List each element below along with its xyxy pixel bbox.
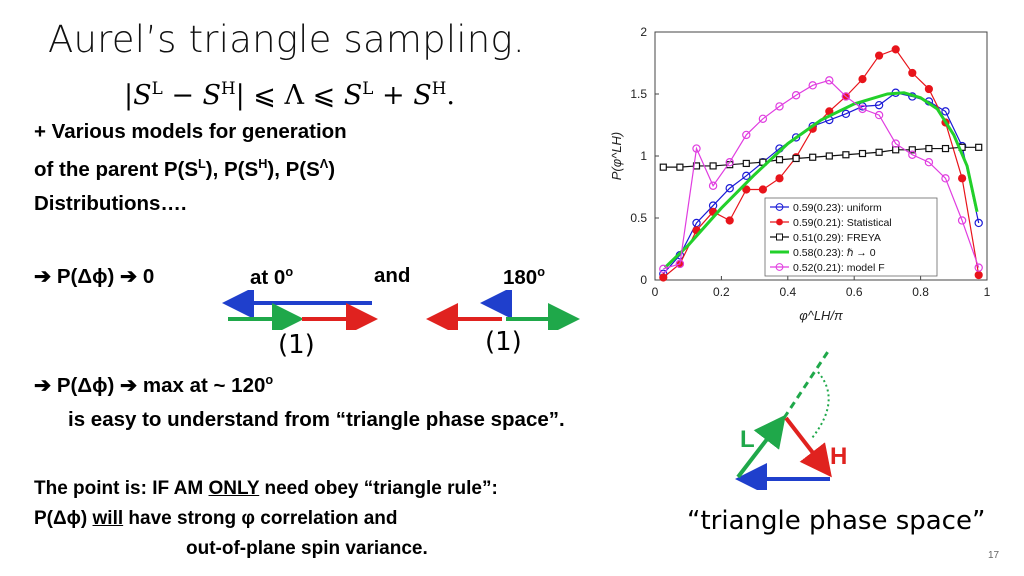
formula-abs-open: | — [124, 80, 134, 111]
data-point — [776, 175, 783, 182]
data-point — [660, 164, 666, 170]
label-one-left: (1) — [278, 330, 315, 360]
legend-entry: 0.52(0.21): model F — [793, 262, 885, 274]
point-line3: out-of-plane spin variance. — [186, 538, 428, 559]
arrow-line2-sub: is easy to understand from “triangle phase space”. — [68, 408, 565, 431]
data-point — [975, 271, 982, 278]
arrow-line1-180 — [503, 264, 545, 290]
data-point — [826, 153, 832, 159]
text-segment: need obey “triangle rule”: — [259, 478, 498, 499]
data-point — [743, 160, 749, 166]
data-point — [710, 163, 716, 169]
data-point — [660, 274, 667, 281]
triangle-caption: “triangle phase space” — [687, 506, 986, 536]
text-segment: ), P(S — [267, 157, 320, 181]
data-point — [926, 146, 932, 152]
data-point — [959, 175, 966, 182]
data-point — [677, 164, 683, 170]
bullet-models-line3: Distributions…. — [34, 192, 187, 215]
arrow-line1-and: and — [374, 264, 411, 287]
degree-sup: o — [285, 264, 294, 279]
slide-title: Aurel’s triangle sampling. — [48, 18, 525, 61]
dotted-angle-arc — [812, 372, 829, 438]
data-point — [876, 52, 883, 59]
triangle-inequality-formula: $|S^L - S^H|$ ⩽ Λ ⩽ $S^L + S^H$. — [124, 78, 455, 111]
data-point — [810, 154, 816, 160]
legend-entry: 0.58(0.23): ℏ → 0 — [793, 247, 876, 259]
x-tick-label: 0.2 — [713, 285, 730, 299]
text-segment: ), P(S — [205, 157, 259, 181]
triangle-red-arrow — [786, 418, 827, 471]
y-tick-label: 1 — [640, 149, 647, 163]
text-segment: The point is: IF AM — [34, 478, 209, 499]
x-tick-label: 0 — [651, 285, 659, 299]
legend-entry: 0.59(0.23): uniform — [793, 202, 882, 214]
x-tick-label: 0.8 — [912, 285, 929, 299]
bullet-models-line1: + Various models for generation — [34, 120, 347, 143]
data-point — [777, 157, 783, 163]
sup-L: L — [198, 156, 206, 171]
x-tick-label: 0.6 — [845, 285, 863, 299]
point-line1 — [34, 478, 498, 500]
label-one-right: (1) — [485, 327, 522, 357]
text-segment: at 0 — [250, 265, 286, 289]
text-segment: ➔ P(Δϕ) ➔ max at ~ 120 — [34, 373, 266, 397]
text-segment: 180 — [503, 265, 538, 289]
data-point — [892, 46, 899, 53]
data-point — [943, 146, 949, 152]
triangle-phase-space-diagram — [720, 340, 850, 490]
label-H: H — [830, 443, 848, 470]
underlined-will: will — [92, 508, 124, 529]
data-point — [860, 151, 866, 157]
underlined-only: ONLY — [208, 478, 260, 499]
y-tick-label: 0 — [640, 273, 647, 287]
x-tick-label: 0.4 — [779, 285, 797, 299]
data-point — [909, 69, 916, 76]
text-segment: P(Δϕ) — [34, 508, 93, 529]
point-line2 — [34, 508, 398, 530]
sup-Lambda: Λ — [319, 156, 329, 171]
text-segment: of the parent P(S — [34, 157, 199, 181]
vector-arrows-diagram — [220, 290, 590, 330]
bullet-models-line2 — [34, 156, 335, 182]
data-point — [925, 85, 932, 92]
data-point — [726, 217, 733, 224]
y-axis-label: P(φ^LH) — [609, 131, 624, 181]
phi-distribution-chart — [600, 20, 1010, 340]
arrow-line2 — [34, 372, 273, 398]
legend-marker — [777, 234, 783, 240]
legend-marker — [776, 219, 783, 226]
x-axis-label: φ^LH/π — [799, 308, 843, 323]
data-point — [976, 144, 982, 150]
dashed-extension-line — [784, 350, 829, 418]
y-tick-label: 1.5 — [630, 87, 647, 101]
legend-entry: 0.51(0.29): FREYA — [793, 232, 881, 244]
label-L: L — [740, 426, 755, 453]
arrow-line1-at — [250, 264, 293, 290]
degree-sup: o — [265, 372, 274, 387]
y-tick-label: 0.5 — [630, 211, 647, 225]
sup-H: H — [258, 156, 268, 171]
data-point — [793, 155, 799, 161]
data-point — [843, 152, 849, 158]
data-point — [759, 186, 766, 193]
x-tick-label: 1 — [983, 285, 991, 299]
data-point — [876, 149, 882, 155]
text-segment: ) — [328, 157, 336, 181]
page-number: 17 — [988, 550, 1000, 561]
legend-entry: 0.59(0.21): Statistical — [793, 217, 892, 229]
data-point — [859, 76, 866, 83]
y-tick-label: 2 — [640, 25, 647, 39]
text-segment: have strong φ correlation and — [123, 508, 398, 529]
degree-sup: o — [537, 264, 545, 279]
arrow-line1-prefix: ➔ P(Δϕ) ➔ 0 — [34, 265, 155, 288]
